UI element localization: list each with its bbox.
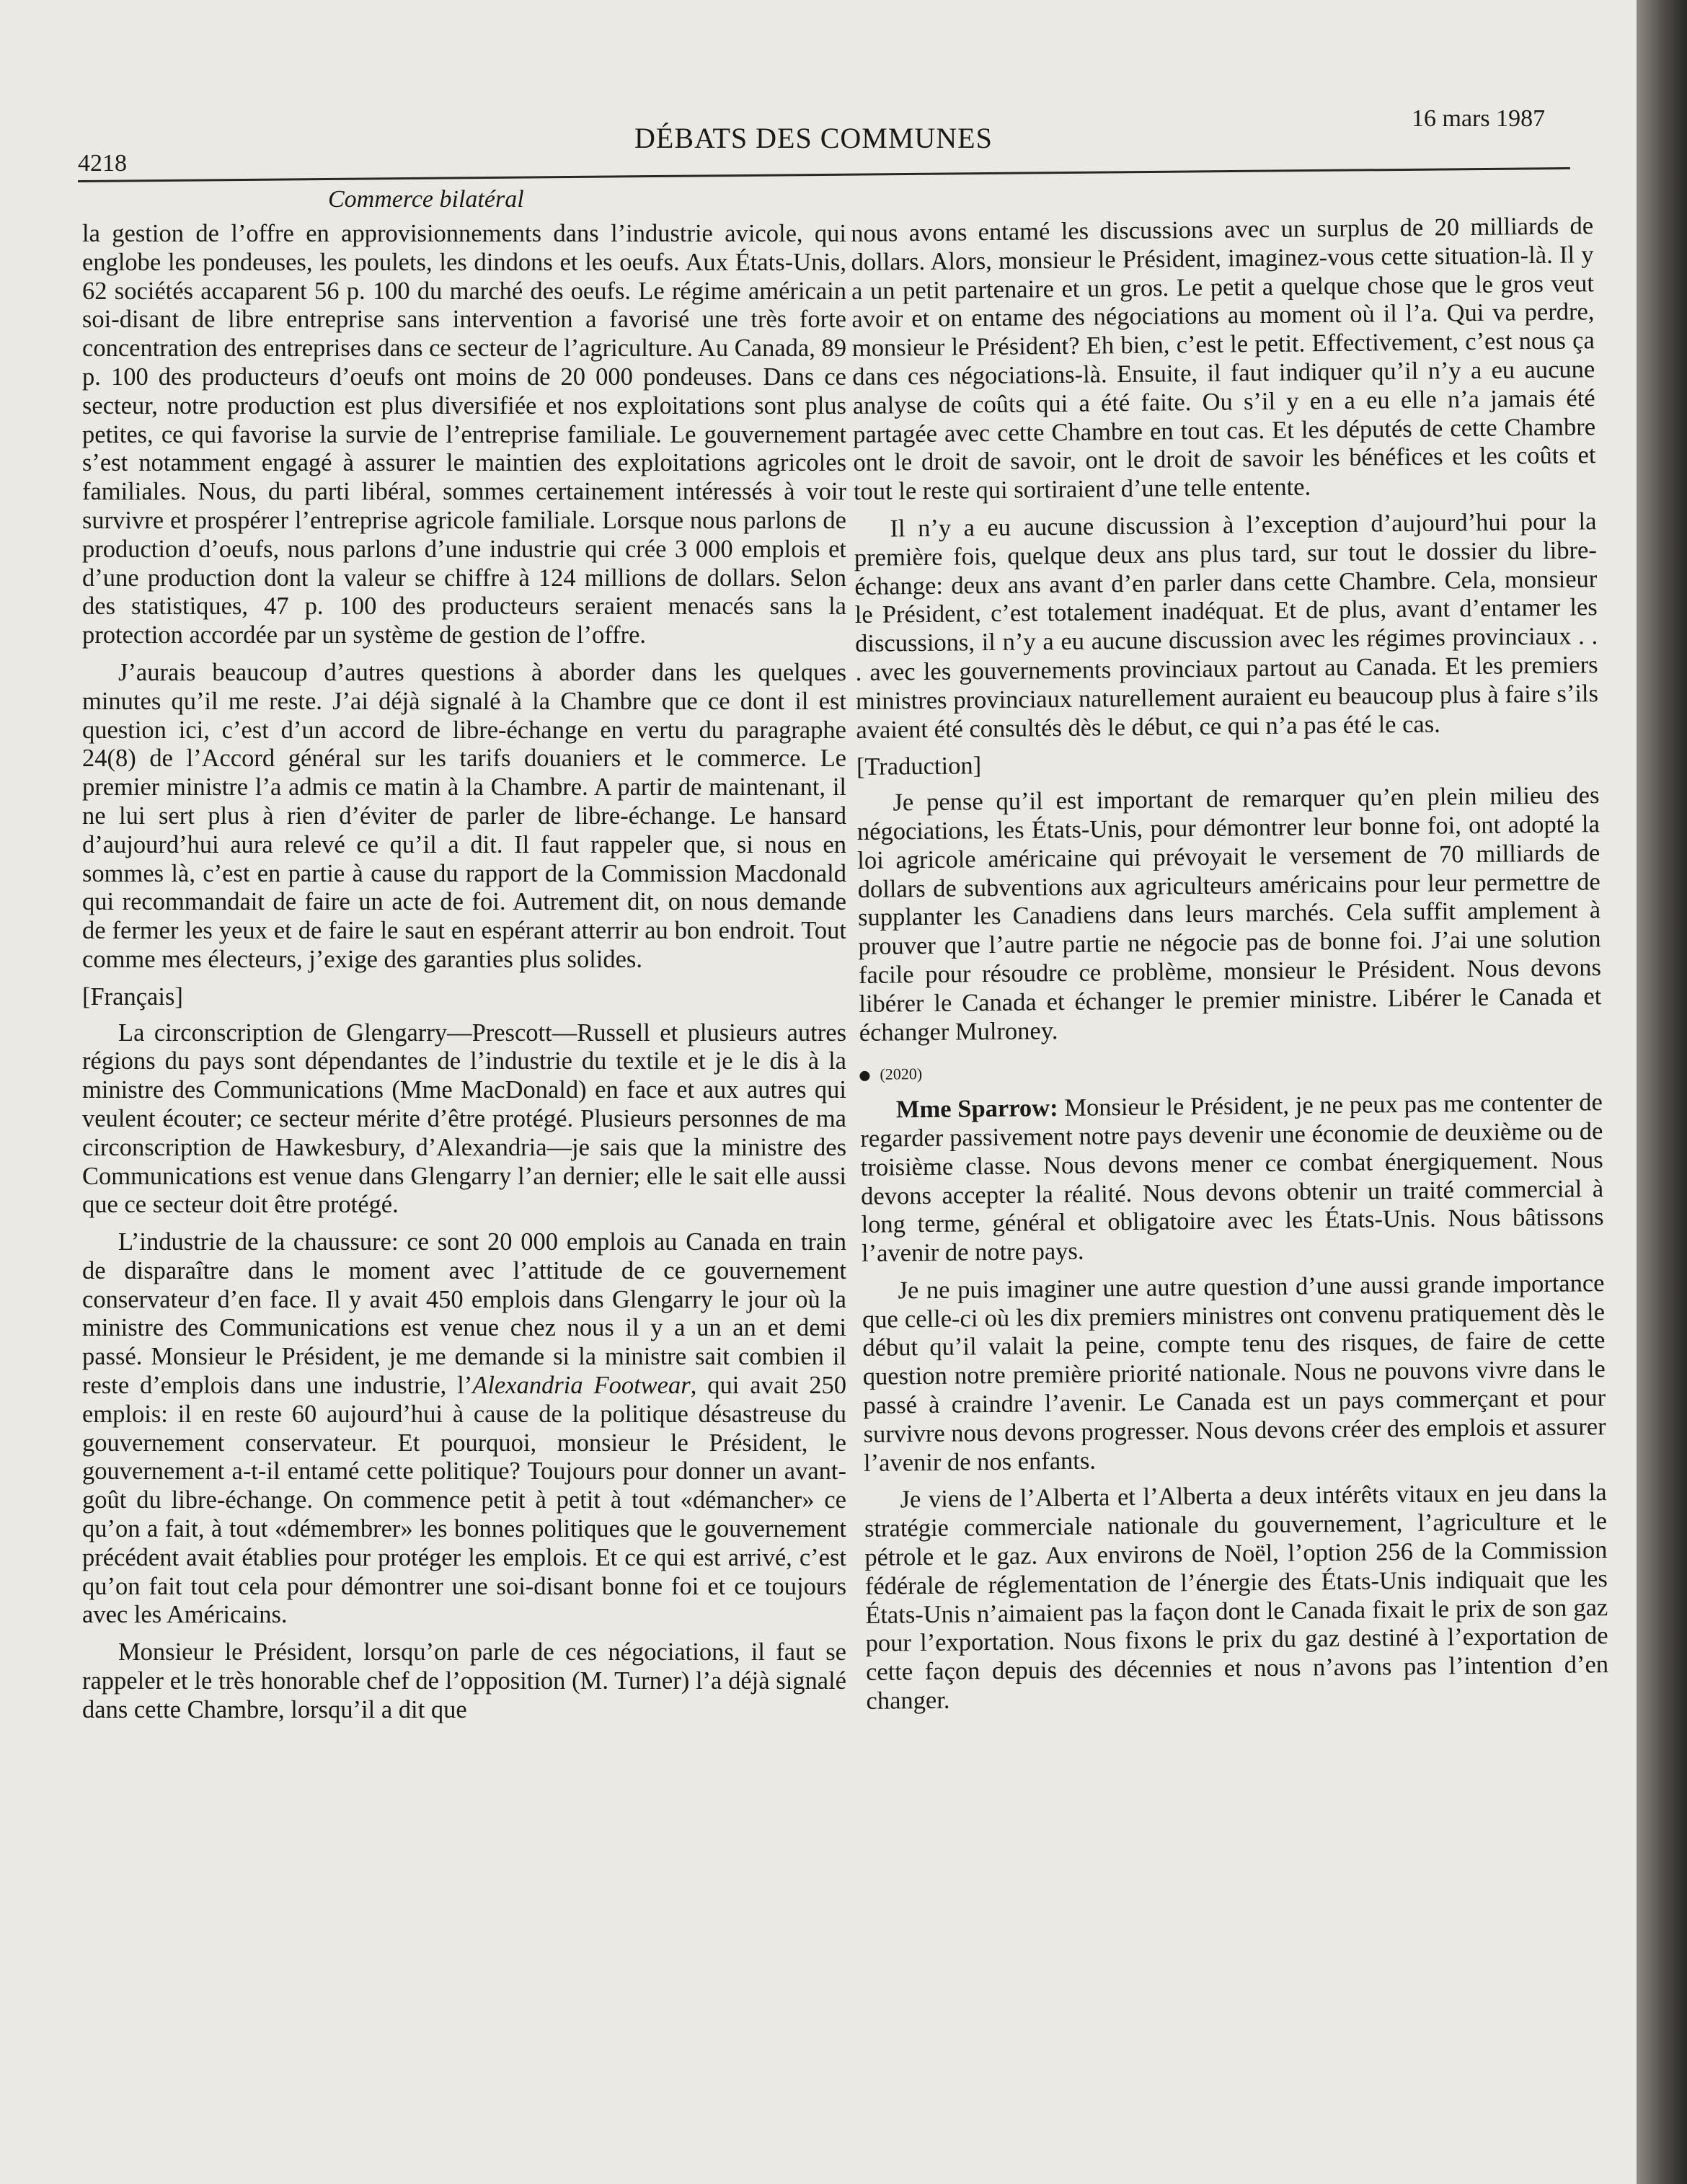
paragraph: Monsieur le Président, lorsqu’on parle de ces négociations, il faut se rappeler et le très honorable chef de l’opposition (M. Turner) l’a déjà signalé dans cette Chambre, lorsqu’il a dit que — [82, 1638, 846, 1723]
paragraph-text: L’industrie de la chaussure: ce sont 20 000 emplois au Canada en train de disparaître dans le moment avec l’attitude de ce gouvernement conservateur d’en face. Il y avait 450 emplois dans Glengarry le jour où la ministre des Communications est venue chez nous il y a un an et demi passé. Monsieur le Président, je me demande si la ministre sait combien il reste d’emplois dans une industrie, l’ — [82, 1228, 846, 1400]
paragraph: Il n’y a eu aucune discussion à l’exception d’aujourd’hui pour la première fois, quelque deux ans plus tard, sur tout le dossier du libre-échange: deux ans avant d’en parler dans cette Chambre. Cela, monsieur le Président, c’est totalement inadéquat. Et de plus, avant d’entamer les discussions, il n’y a eu aucune discussion avec les régimes provinciaux . . . avec les gouvernements provinciaux partout au Canada. Et les premiers ministres provinciaux naturellement auraient eu beaucoup plus à faire s’ils avaient été consultés dès le début, ce qui n’a pas été le cas. — [854, 507, 1599, 744]
paragraph — [82, 1228, 846, 1630]
book-spine — [1637, 0, 1687, 2184]
paragraph: La circonscription de Glengarry—Prescott—Russell et plusieurs autres régions du pays sont dépendantes de l’industrie du textile et je le dis à la ministre des Communications (Mme MacDonald) en face et aux autres qui veulent écouter; ce secteur mérite d’être protégé. Plusieurs personnes de ma circonscription de Hawkesbury, d’Alexandria—je sais que la ministre des Communications est venue dans Glengarry l’an dernier; elle le sait elle aussi que ce secteur doit être protégé. — [82, 1018, 846, 1219]
paragraph: la gestion de l’offre en approvisionnements dans l’industrie avicole, qui englobe les pondeuses, les poulets, les dindons et les oeufs. Aux États-Unis, 62 sociétés accaparent 56 p. 100 du marché des oeufs. Le régime américain soi-disant de libre entreprise sans intervention a favorisé une très forte concentration des entreprises dans ce secteur de l’agriculture. Au Canada, 89 p. 100 des producteurs d’oeufs ont moins de 20 000 pondeuses. Dans ce secteur, notre production est plus diversifiée et nos exploitations sont plus petites, ce qui favorise la survie de l’entreprise familiale. Le gouvernement s’est notamment engagé à assurer le maintien des exploitations agricoles familiales. Nous, du parti libéral, sommes certainement intéressés à voir survivre et prospérer l’entreprise agricole familiale. Lorsque nous parlons de production d’oeufs, nous parlons d’une industrie qui crée 3 000 emplois et d’une production dont la valeur se chiffre à 124 millions de dollars. Selon des statistiques, 47 p. 100 des producteurs seraient menacés sans la protection accordée par un système de gestion de l’offre. — [82, 220, 846, 649]
language-tag: [Traduction] — [856, 752, 982, 781]
bullet-dot-icon — [859, 1071, 869, 1081]
page-title: DÉBATS DES COMMUNES — [634, 122, 993, 154]
page-date: 16 mars 1987 — [1412, 105, 1546, 132]
language-tag: [Français] — [82, 982, 183, 1011]
paragraph: nous avons entamé les discussions avec un surplus de 20 milliards de dollars. Alors, monsieur le Président, imaginez-vous cette situation-là. Il y a un petit partenaire et un gros. Le petit a quelque chose que le gros veut avoir et on entame des négociations au moment où il l’a. Qui va perdre, monsieur le Président? Eh bien, c’est le petit. Effectivement, c’est nous ça dans ces négociations-là. Ensuite, il faut indiquer qu’il n’y a eu aucune analyse de coûts qui a été faite. Ou s’il y en a eu elle n’a jamais été partagée avec cette Chambre en tout cas. Et les députés de cette Chambre ont le droit de savoir, ont le droit de savoir les bénéfices et les coûts et tout le reste qui sortiraient d’une telle entente. — [851, 212, 1596, 506]
paragraph-text: , qui avait 250 emplois: il en reste 60 aujourd’hui à cause de la politique désastreuse du gouvernement conservateur. Et pourquoi, monsieur le Président, le gouvernement a-t-il entamé cette politique? Toujours pour donner un avant-goût du libre-échange. On commence petit à petit à tout «démancher» ce qu’on a fait, à tout «démembrer» les bonnes politiques que le gouvernement précédent avait établies pour protéger les emplois. Et ce qui est arrivé, c’est qu’on fait tout cela pour démontrer une soi-disant bonne foi et ce toujours avec les Américains. — [82, 1372, 847, 1629]
section-heading: Commerce bilatéral — [328, 186, 524, 213]
time-marker-text: (2020) — [880, 1065, 923, 1083]
page-number: 4218 — [78, 150, 127, 177]
paragraph-text: Monsieur le Président, je ne peux pas me contenter de regarder passivement notre pays devenir une économie de deuxième ou de troisième classe. Nous devons mener ce combat énergiquement. Nous devons accepter la réalité. Nous devons obtenir un traité commercial à long terme, général et obligatoire avec les États-Unis. Nous bâtissons l’avenir de notre pays. — [860, 1088, 1604, 1268]
paragraph: Je viens de l’Alberta et l’Alberta a deux intérêts vitaux en jeu dans la stratégie commerciale nationale du gouvernement, l’agriculture et le pétrole et le gaz. Aux environs de Noël, l’option 256 de la Commission fédérale de réglementation de l’énergie des États-Unis indiquait que les États-Unis n’aimaient pas la façon dont le Canada fixait le prix de son gaz pour l’exportation. Nous fixons le prix du gaz destiné à l’exportation de cette façon depuis des décennies et nous n’avons pas l’intention d’en changer. — [864, 1478, 1609, 1715]
time-marker — [859, 1052, 1602, 1089]
left-column — [82, 220, 846, 1734]
right-column — [851, 212, 1609, 1725]
header-rule — [78, 167, 1570, 182]
paragraph: J’aurais beaucoup d’autres questions à aborder dans les quelques minutes qu’il me reste. J’ai déjà signalé à la Chambre que ce dont il est question ici, c’est d’un accord de libre-échange en vertu du paragraphe 24(8) de l’Accord général sur les tarifs douaniers et le commerce. Le premier ministre l’a admis ce matin à la Chambre. A partir de maintenant, il ne lui sert plus à rien d’éviter de parler de libre-échange. Le hansard d’aujourd’hui aura relevé ce qu’il a dit. Il faut rappeler que, si nous en sommes là, c’est en partie à cause du rapport de la Commission Macdonald qui recommandait de faire un acte de foi. Autrement dit, on nous demande de fermer les yeux et de faire le saut en espérant atterrir au bon endroit. Tout comme mes électeurs, j’exige des garanties plus solides. — [82, 658, 846, 973]
company-name: Alexandria Footwear — [472, 1372, 691, 1400]
paragraph — [860, 1088, 1604, 1269]
paragraph: Je ne puis imaginer une autre question d’une aussi grande importance que celle-ci où les dix premiers ministres ont convenu pratiquement dès le début qu’il valait la peine, compte tenu des risques, de faire de cette question notre première priorité nationale. Nous ne pouvons vivre dans le passé à craindre l’avenir. Le Canada est un pays commerçant et pour survivre nous devons progresser. Nous devons créer des emplois et assurer l’avenir de nos enfants. — [862, 1269, 1606, 1477]
paragraph: Je pense qu’il est important de remarquer qu’en plein milieu des négociations, les États-Unis, pour démontrer leur bonne foi, ont adopté la loi agricole américaine qui prévoyait le versement de 70 milliards de dollars de subventions aux agriculteurs américains pour leur permettre de supplanter les Canadiens dans leurs marchés. Cela suffit amplement à prouver que l’autre partie ne négocie pas de bonne foi. J’ai une solution facile pour résoudre ce problème, monsieur le Président. Nous devons libérer le Canada et échanger le premier ministre. Libérer le Canada et échanger Mulroney. — [856, 781, 1602, 1047]
speaker-name: Mme Sparrow: — [895, 1094, 1058, 1124]
